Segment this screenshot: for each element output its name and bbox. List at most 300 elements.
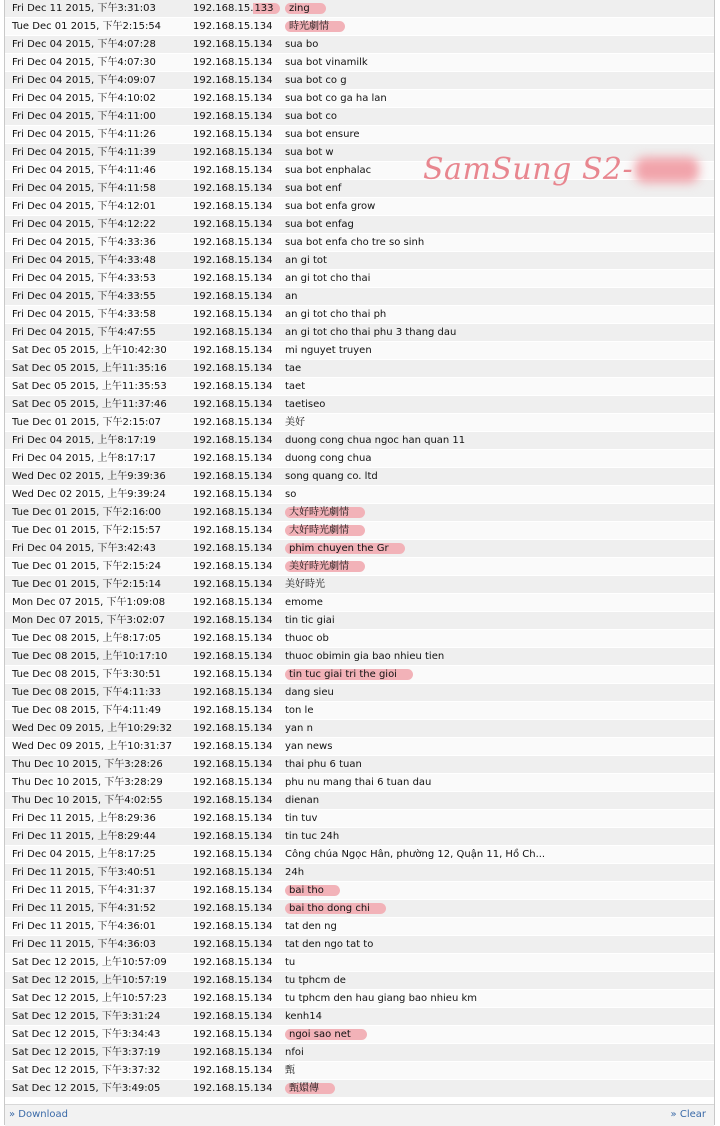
- row-date: Tue Dec 08 2015, 上午8:17:05: [12, 633, 162, 644]
- row-date: Fri Dec 04 2015, 下午4:11:00: [12, 111, 156, 122]
- row-query: [281, 1044, 308, 1062]
- row-date: Fri Dec 11 2015, 下午4:36:01: [12, 921, 156, 932]
- row-query-text: ngoi sao net: [285, 1029, 367, 1040]
- row-ip: 192.168.15.134: [193, 417, 273, 428]
- row-ip: 192.168.15.134: [193, 795, 273, 806]
- row-ip: 192.168.15.134: [193, 669, 273, 680]
- row-ip: 192.168.15.134: [193, 903, 273, 914]
- row-query: [281, 270, 374, 288]
- row-ip: 192.168.15.134: [193, 327, 273, 338]
- row-query: [281, 486, 300, 504]
- row-query: [281, 720, 317, 738]
- row-query-text: tin tuc 24h: [285, 831, 340, 842]
- row-ip: 192.168.15.134: [193, 723, 273, 734]
- row-query-text: yan n: [285, 723, 313, 734]
- row-query: [281, 306, 390, 324]
- row-date: Fri Dec 04 2015, 上午8:17:19: [12, 435, 156, 446]
- row-date: Tue Dec 01 2015, 下午2:15:14: [12, 579, 162, 590]
- table-row: [5, 630, 714, 648]
- row-date: Sat Dec 12 2015, 上午10:57:23: [12, 993, 167, 1004]
- row-ip: 192.168.15.134: [193, 399, 273, 410]
- row-query-text: an: [285, 291, 298, 302]
- table-row: [5, 324, 714, 342]
- row-date: Mon Dec 07 2015, 下午3:02:07: [12, 615, 166, 626]
- row-query-text: Công chúa Ngọc Hân, phường 12, Quận 11, Hồ Ch...: [285, 849, 546, 860]
- row-date: Wed Dec 02 2015, 上午9:39:36: [12, 471, 166, 482]
- row-ip-prefix: 192.168.15.: [193, 3, 254, 14]
- row-ip: 192.168.15.134: [193, 39, 273, 50]
- row-query: [281, 126, 364, 144]
- table-row: [5, 846, 714, 864]
- row-ip: 192.168.15.134: [193, 453, 273, 464]
- row-ip: 192.168.15.134: [193, 633, 273, 644]
- row-query-text: phu nu mang thai 6 tuan dau: [285, 777, 432, 788]
- row-query: [281, 162, 375, 180]
- row-query-text: 美好時光劇情: [285, 561, 365, 572]
- table-row: [5, 1044, 714, 1062]
- row-date: Fri Dec 04 2015, 上午8:17:25: [12, 849, 156, 860]
- row-date: Sat Dec 12 2015, 上午10:57:09: [12, 957, 167, 968]
- footer-bar: [5, 1104, 714, 1126]
- row-query-text: tu tphcm de: [285, 975, 346, 986]
- row-query-text: sua bo: [285, 39, 319, 50]
- row-date: Fri Dec 11 2015, 上午8:29:44: [12, 831, 156, 842]
- row-query-text: sua bot enfa grow: [285, 201, 376, 212]
- row-query-text: emome: [285, 597, 323, 608]
- row-ip: 192.168.15.134: [193, 345, 273, 356]
- row-date: Fri Dec 04 2015, 下午4:10:02: [12, 93, 156, 104]
- row-query: [281, 108, 341, 126]
- table-row: [5, 666, 714, 684]
- row-query: [281, 666, 417, 684]
- watermark-redaction: [635, 157, 699, 183]
- table-row: [5, 0, 714, 18]
- row-query-text: 時光劇情: [285, 21, 345, 32]
- row-ip: 192.168.15.134: [193, 1047, 273, 1058]
- table-row: [5, 936, 714, 954]
- row-ip: 192.168.15.134: [193, 57, 273, 68]
- table-row: [5, 828, 714, 846]
- row-query-text: duong cong chua ngoc han quan 11: [285, 435, 466, 446]
- table-row: [5, 540, 714, 558]
- table-row: [5, 558, 714, 576]
- row-query: [281, 324, 460, 342]
- row-query-text: 24h: [285, 867, 305, 878]
- table-row: [5, 738, 714, 756]
- row-date: Fri Dec 04 2015, 下午4:33:58: [12, 309, 156, 320]
- table-row: [5, 792, 714, 810]
- clear-link[interactable]: » Clear: [670, 1109, 706, 1120]
- table-row: [5, 882, 714, 900]
- row-query-text: kenh14: [285, 1011, 322, 1022]
- table-row: [5, 918, 714, 936]
- row-query-text: sua bot co: [285, 111, 338, 122]
- table-row: [5, 576, 714, 594]
- row-query: [281, 792, 323, 810]
- table-row: [5, 450, 714, 468]
- row-query: [281, 1062, 299, 1080]
- row-date: Fri Dec 11 2015, 下午4:31:52: [12, 903, 156, 914]
- row-date: Tue Dec 08 2015, 下午3:30:51: [12, 669, 162, 680]
- row-query: [281, 414, 309, 432]
- row-ip: [193, 0, 280, 18]
- row-ip: 192.168.15.134: [193, 507, 273, 518]
- row-date: Tue Dec 01 2015, 下午2:15:54: [12, 21, 162, 32]
- row-ip: 192.168.15.134: [193, 1011, 273, 1022]
- row-query: [281, 828, 343, 846]
- row-ip: 192.168.15.134: [193, 957, 273, 968]
- row-ip: 192.168.15.134: [193, 255, 273, 266]
- row-query: [281, 738, 336, 756]
- row-date: Fri Dec 11 2015, 下午4:31:37: [12, 885, 156, 896]
- row-ip: 192.168.15.134: [193, 75, 273, 86]
- row-ip: 192.168.15.134: [193, 579, 273, 590]
- table-row: [5, 342, 714, 360]
- table-row: [5, 306, 714, 324]
- row-date: Fri Dec 11 2015, 下午3:40:51: [12, 867, 156, 878]
- row-query-text: bai tho: [285, 885, 340, 896]
- row-query-text: tu: [285, 957, 296, 968]
- table-row: [5, 216, 714, 234]
- row-query: [281, 0, 330, 18]
- row-date: Wed Dec 09 2015, 上午10:29:32: [12, 723, 173, 734]
- row-date: Tue Dec 01 2015, 下午2:16:00: [12, 507, 162, 518]
- row-ip: 192.168.15.134: [193, 489, 273, 500]
- row-query-text: sua bot enfa cho tre so sinh: [285, 237, 425, 248]
- row-ip: 192.168.15.134: [193, 993, 273, 1004]
- table-row: [5, 612, 714, 630]
- row-ip: 192.168.15.134: [193, 975, 273, 986]
- row-query-text: sua bot ensure: [285, 129, 360, 140]
- row-query-text: 大好時光劇情: [285, 525, 365, 536]
- row-query: [281, 180, 345, 198]
- row-ip: 192.168.15.134: [193, 939, 273, 950]
- table-row: [5, 774, 714, 792]
- row-query: [281, 882, 344, 900]
- row-date: Sat Dec 12 2015, 下午3:31:24: [12, 1011, 161, 1022]
- table-row: [5, 954, 714, 972]
- row-query: [281, 756, 366, 774]
- row-ip-suffix: 133: [253, 3, 279, 14]
- row-date: Fri Dec 04 2015, 下午4:33:48: [12, 255, 156, 266]
- row-date: Fri Dec 04 2015, 下午4:07:30: [12, 57, 156, 68]
- row-query-text: an gi tot: [285, 255, 327, 266]
- table-row: [5, 396, 714, 414]
- row-ip: 192.168.15.134: [193, 759, 273, 770]
- row-query: [281, 846, 549, 864]
- row-date: Fri Dec 04 2015, 下午3:42:43: [12, 543, 156, 554]
- row-ip: 192.168.15.134: [193, 165, 273, 176]
- table-row: [5, 522, 714, 540]
- row-ip: 192.168.15.134: [193, 885, 273, 896]
- row-query-text: tin tic giai: [285, 615, 335, 626]
- row-ip: 192.168.15.134: [193, 651, 273, 662]
- row-date: Fri Dec 04 2015, 下午4:11:46: [12, 165, 156, 176]
- row-ip: 192.168.15.134: [193, 525, 273, 536]
- row-date: Sat Dec 12 2015, 下午3:37:19: [12, 1047, 161, 1058]
- table-row: [5, 270, 714, 288]
- row-query: [281, 396, 329, 414]
- row-ip: 192.168.15.134: [193, 597, 273, 608]
- row-query: [281, 864, 308, 882]
- row-query-text: so: [285, 489, 297, 500]
- table-row: [5, 126, 714, 144]
- row-date: Fri Dec 04 2015, 上午8:17:17: [12, 453, 156, 464]
- row-date: Thu Dec 10 2015, 下午3:28:29: [12, 777, 163, 788]
- row-date: Sat Dec 05 2015, 上午11:35:53: [12, 381, 167, 392]
- row-date: Sat Dec 12 2015, 下午3:37:32: [12, 1065, 161, 1076]
- row-query: [281, 54, 372, 72]
- row-query-text: sua bot vinamilk: [285, 57, 368, 68]
- row-query-text: tin tuc giai tri the gioi: [285, 669, 413, 680]
- row-query-text: dienan: [285, 795, 320, 806]
- table-row: [5, 684, 714, 702]
- row-query-text: an gi tot cho thai phu 3 thang dau: [285, 327, 457, 338]
- row-query-text: phim chuyen the Gr: [285, 543, 405, 554]
- row-query: [281, 198, 379, 216]
- row-query-text: duong cong chua: [285, 453, 372, 464]
- row-ip: 192.168.15.134: [193, 561, 273, 572]
- table-row: [5, 360, 714, 378]
- row-ip: 192.168.15.134: [193, 435, 273, 446]
- row-query: [281, 252, 331, 270]
- table-row: [5, 1008, 714, 1026]
- row-date: Fri Dec 04 2015, 下午4:11:26: [12, 129, 156, 140]
- row-query-text: sua bot enfag: [285, 219, 354, 230]
- row-ip: 192.168.15.134: [193, 777, 273, 788]
- row-ip: 192.168.15.134: [193, 1083, 273, 1094]
- row-query-text: tu tphcm den hau giang bao nhieu km: [285, 993, 478, 1004]
- table-row: [5, 54, 714, 72]
- row-query: [281, 576, 329, 594]
- row-ip: 192.168.15.134: [193, 201, 273, 212]
- row-ip: 192.168.15.134: [193, 543, 273, 554]
- row-query: [281, 1080, 339, 1098]
- table-row: [5, 90, 714, 108]
- row-date: Fri Dec 04 2015, 下午4:33:36: [12, 237, 156, 248]
- row-query: [281, 612, 339, 630]
- row-date: Sat Dec 12 2015, 下午3:49:05: [12, 1083, 161, 1094]
- row-ip: 192.168.15.134: [193, 363, 273, 374]
- row-query: [281, 648, 448, 666]
- row-ip: 192.168.15.134: [193, 129, 273, 140]
- row-query-text: sua bot co g: [285, 75, 347, 86]
- row-date: Fri Dec 04 2015, 下午4:07:28: [12, 39, 156, 50]
- row-query-text: tat den ng: [285, 921, 337, 932]
- row-date: Wed Dec 09 2015, 上午10:31:37: [12, 741, 173, 752]
- watermark: [423, 152, 699, 187]
- row-date: Fri Dec 04 2015, 下午4:11:58: [12, 183, 156, 194]
- row-date: Fri Dec 04 2015, 下午4:12:01: [12, 201, 156, 212]
- row-query: [281, 630, 333, 648]
- table-row: [5, 864, 714, 882]
- row-query: [281, 450, 375, 468]
- row-query: [281, 954, 299, 972]
- table-row: [5, 810, 714, 828]
- row-date: Sat Dec 12 2015, 上午10:57:19: [12, 975, 167, 986]
- table-row: [5, 414, 714, 432]
- row-query-text: bai tho dong chi: [285, 903, 386, 914]
- history-panel: [4, 0, 715, 1125]
- row-query-text: tin tuv: [285, 813, 318, 824]
- row-query-text: sua bot w: [285, 147, 334, 158]
- table-row: [5, 378, 714, 396]
- table-row: [5, 468, 714, 486]
- row-query: [281, 234, 428, 252]
- watermark-text: SamSung S2-: [423, 152, 634, 187]
- row-query-text: taetiseo: [285, 399, 326, 410]
- row-query: [281, 18, 349, 36]
- row-query-text: 大好時光劇情: [285, 507, 365, 518]
- row-query: [281, 90, 391, 108]
- row-date: Thu Dec 10 2015, 下午4:02:55: [12, 795, 163, 806]
- row-date: Fri Dec 04 2015, 下午4:12:22: [12, 219, 156, 230]
- row-query: [281, 702, 318, 720]
- row-query-text: tae: [285, 363, 302, 374]
- row-date: Fri Dec 11 2015, 上午8:29:36: [12, 813, 156, 824]
- row-query-text: 甄: [285, 1065, 295, 1076]
- row-ip: 192.168.15.134: [193, 741, 273, 752]
- row-ip: 192.168.15.134: [193, 867, 273, 878]
- row-query-text: sua bot co ga ha lan: [285, 93, 387, 104]
- row-query-text: song quang co. ltd: [285, 471, 378, 482]
- row-query-text: nfoi: [285, 1047, 304, 1058]
- row-date: Tue Dec 01 2015, 下午2:15:24: [12, 561, 162, 572]
- table-row: [5, 594, 714, 612]
- download-link[interactable]: » Download: [9, 1109, 69, 1120]
- row-query: [281, 144, 338, 162]
- row-query-text: yan news: [285, 741, 333, 752]
- row-ip: 192.168.15.134: [193, 831, 273, 842]
- table-row: [5, 18, 714, 36]
- table-row: [5, 756, 714, 774]
- row-query: [281, 558, 369, 576]
- row-query-text: an gi tot cho thai: [285, 273, 371, 284]
- row-query-text: thai phu 6 tuan: [285, 759, 362, 770]
- row-ip: 192.168.15.134: [193, 1065, 273, 1076]
- table-row: [5, 702, 714, 720]
- table-row: [5, 504, 714, 522]
- table-row: [5, 72, 714, 90]
- row-date: Tue Dec 08 2015, 下午4:11:49: [12, 705, 162, 716]
- row-query: [281, 774, 435, 792]
- row-query: [281, 900, 390, 918]
- row-ip: 192.168.15.134: [193, 219, 273, 230]
- row-date: Tue Dec 01 2015, 下午2:15:07: [12, 417, 162, 428]
- row-date: Fri Dec 04 2015, 下午4:33:53: [12, 273, 156, 284]
- row-ip: 192.168.15.134: [193, 921, 273, 932]
- row-ip: 192.168.15.134: [193, 615, 273, 626]
- table-row: [5, 432, 714, 450]
- row-ip: 192.168.15.134: [193, 93, 273, 104]
- row-ip: 192.168.15.134: [193, 309, 273, 320]
- row-ip: 192.168.15.134: [193, 291, 273, 302]
- row-query-text: taet: [285, 381, 306, 392]
- row-query: [281, 378, 309, 396]
- row-query: [281, 810, 321, 828]
- row-query: [281, 990, 481, 1008]
- row-query: [281, 522, 369, 540]
- row-query-text: 美好時光: [285, 579, 325, 590]
- row-ip: 192.168.15.134: [193, 381, 273, 392]
- row-date: Sat Dec 12 2015, 下午3:34:43: [12, 1029, 161, 1040]
- row-date: Tue Dec 08 2015, 下午4:11:33: [12, 687, 162, 698]
- row-query: [281, 72, 351, 90]
- row-query: [281, 468, 382, 486]
- table-row: [5, 198, 714, 216]
- row-query-text: thuoc ob: [285, 633, 329, 644]
- table-row: [5, 972, 714, 990]
- row-date: Sat Dec 05 2015, 上午10:42:30: [12, 345, 167, 356]
- table-row: [5, 288, 714, 306]
- table-row: [5, 486, 714, 504]
- row-query: [281, 360, 305, 378]
- row-ip: 192.168.15.134: [193, 237, 273, 248]
- table-row: [5, 1080, 714, 1098]
- row-query-text: 甄嬛傳: [285, 1083, 335, 1094]
- row-date: Wed Dec 02 2015, 上午9:39:24: [12, 489, 166, 500]
- row-query-text: tat den ngo tat to: [285, 939, 374, 950]
- row-ip: 192.168.15.134: [193, 21, 273, 32]
- row-date: Fri Dec 11 2015, 下午4:36:03: [12, 939, 156, 950]
- row-date: Sat Dec 05 2015, 上午11:37:46: [12, 399, 167, 410]
- row-ip: 192.168.15.134: [193, 687, 273, 698]
- row-query: [281, 1008, 326, 1026]
- row-date: Mon Dec 07 2015, 下午1:09:08: [12, 597, 166, 608]
- row-ip: 192.168.15.134: [193, 813, 273, 824]
- row-query-text: sua bot enphalac: [285, 165, 372, 176]
- row-ip: 192.168.15.134: [193, 705, 273, 716]
- row-date: Tue Dec 08 2015, 上午10:17:10: [12, 651, 168, 662]
- row-query-text: an gi tot cho thai ph: [285, 309, 387, 320]
- row-ip: 192.168.15.134: [193, 1029, 273, 1040]
- row-date: Fri Dec 04 2015, 下午4:47:55: [12, 327, 156, 338]
- row-query-text: ton le: [285, 705, 314, 716]
- row-ip: 192.168.15.134: [193, 183, 273, 194]
- row-date: Fri Dec 11 2015, 下午3:31:03: [12, 3, 156, 14]
- row-query-text: mi nguyet truyen: [285, 345, 372, 356]
- row-ip: 192.168.15.134: [193, 849, 273, 860]
- row-query: [281, 504, 369, 522]
- row-query: [281, 918, 341, 936]
- row-query-text: sua bot enf: [285, 183, 342, 194]
- row-query: [281, 432, 469, 450]
- row-ip: 192.168.15.134: [193, 111, 273, 122]
- table-row: [5, 252, 714, 270]
- row-query-text: zing: [285, 3, 326, 14]
- row-ip: 192.168.15.134: [193, 273, 273, 284]
- row-query: [281, 216, 358, 234]
- table-row: [5, 36, 714, 54]
- row-query: [281, 342, 376, 360]
- table-row: [5, 234, 714, 252]
- table-row: [5, 900, 714, 918]
- row-query-text: thuoc obimin gia bao nhieu tien: [285, 651, 445, 662]
- table-row: [5, 990, 714, 1008]
- row-query-text: dang sieu: [285, 687, 334, 698]
- row-ip: 192.168.15.134: [193, 471, 273, 482]
- row-date: Fri Dec 04 2015, 下午4:09:07: [12, 75, 156, 86]
- table-row: [5, 1026, 714, 1044]
- row-date: Tue Dec 01 2015, 下午2:15:57: [12, 525, 162, 536]
- row-query: [281, 936, 377, 954]
- table-row: [5, 1062, 714, 1080]
- row-ip: 192.168.15.134: [193, 147, 273, 158]
- row-query: [281, 684, 338, 702]
- row-date: Sat Dec 05 2015, 上午11:35:16: [12, 363, 167, 374]
- table-row: [5, 648, 714, 666]
- row-query: [281, 288, 301, 306]
